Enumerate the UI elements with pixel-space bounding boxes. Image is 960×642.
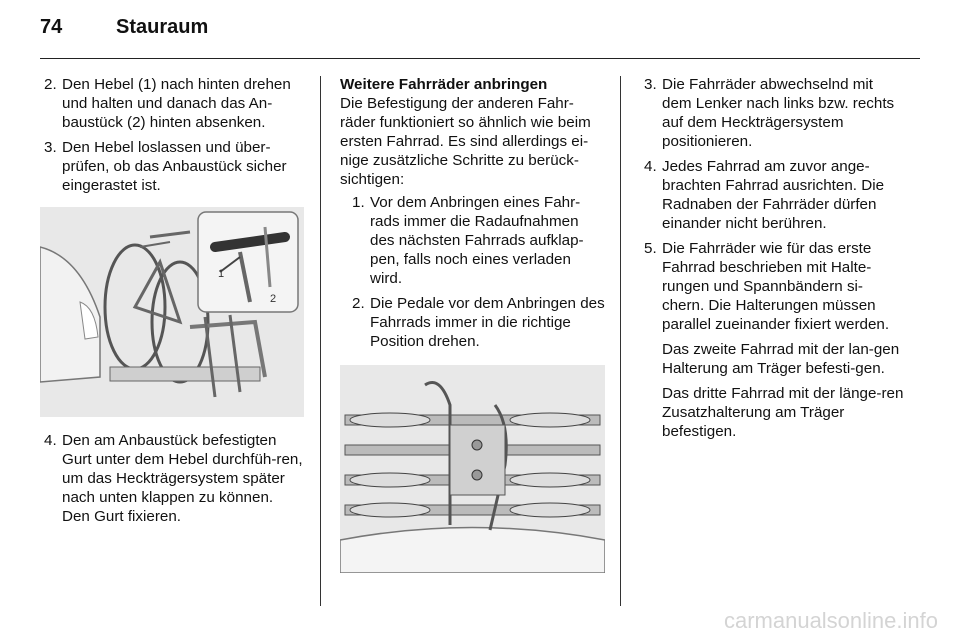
steps-list-2 xyxy=(348,193,605,351)
page-title: Stauraum xyxy=(116,16,209,38)
steps-list-1 xyxy=(40,75,304,195)
column-2 xyxy=(340,75,605,573)
watermark: carmanualsonline.info xyxy=(723,608,938,633)
intro-paragraph: Die Befestigung der anderen Fahr-räder funktioniert so ähnlich wie beim ersten Fahrrad. Es sind allerdings ei-nige zusätzliche Schritte zu berück-sichtigen: xyxy=(340,95,591,188)
extra-paragraph: Das dritte Fahrrad mit der länge-ren Zusatzhalterung am Träger befestigen. xyxy=(662,385,904,440)
extra-paragraph: Das zweite Fahrrad mit der lan-gen Halterung am Träger befesti-gen. xyxy=(662,341,900,377)
list-item: 3. Die Fahrräder abwechselnd mit dem Lenker nach links bzw. rechts auf dem Heckträgersystem positionieren. xyxy=(644,76,895,150)
steps-list-1b xyxy=(40,431,304,526)
page-number: 74 xyxy=(40,16,63,38)
bikes-on-rack-figure xyxy=(340,365,605,573)
header-rule xyxy=(40,58,920,59)
bike-rack-lever-figure xyxy=(40,207,304,417)
list-item: 2. Die Pedale vor dem Anbringen des Fahrrads immer in die richtige Position drehen. xyxy=(352,295,605,350)
page-header xyxy=(40,16,208,39)
section-heading: Weitere Fahrräder anbringen xyxy=(340,76,548,93)
steps-list-3 xyxy=(640,75,905,441)
list-item: 4. Jedes Fahrrad am zuvor ange-brachten Fahrrad ausrichten. Die Radnaben der Fahrräder dürfen einander nicht berühren. xyxy=(644,158,885,232)
list-item: 2. Den Hebel (1) nach hinten drehen und halten und danach das An-baustück (2) hinten absenken. xyxy=(44,76,291,131)
column-divider-2 xyxy=(620,76,621,606)
column-divider-1 xyxy=(320,76,321,606)
column-1 xyxy=(40,75,304,532)
bike-rack-lever-illustration xyxy=(40,207,304,417)
list-item: 5. Die Fahrräder wie für das erste Fahrrad beschrieben mit Halte-rungen und Spannbändern si-chern. Die Halterungen müssen parallel zueinander fixiert werden. Das zweite Fahrrad mit der lan-gen Halterung am Träger befesti-gen. Das dritte Fahrrad mit der länge-ren Zusatzhalterung am Träger befestigen. xyxy=(644,240,904,440)
bikes-top-view-illustration xyxy=(340,365,605,573)
list-item: 1. Vor dem Anbringen eines Fahr-rads immer die Radaufnahmen des nächsten Fahrrads aufklap-pen, falls noch eines verladen wird. xyxy=(352,194,584,287)
list-item: 4. Den am Anbaustück befestigten Gurt unter dem Hebel durchfüh-ren, um das Heckträgersystem später nach unten klappen zu können. Den Gurt fixieren. xyxy=(44,432,303,525)
list-item: 3. Den Hebel loslassen und über-prüfen, ob das Anbaustück sicher eingerastet ist. xyxy=(44,139,287,194)
column-3 xyxy=(640,75,905,447)
figure-label-2: 2 xyxy=(270,293,277,305)
figure-label-1: 1 xyxy=(218,268,225,280)
